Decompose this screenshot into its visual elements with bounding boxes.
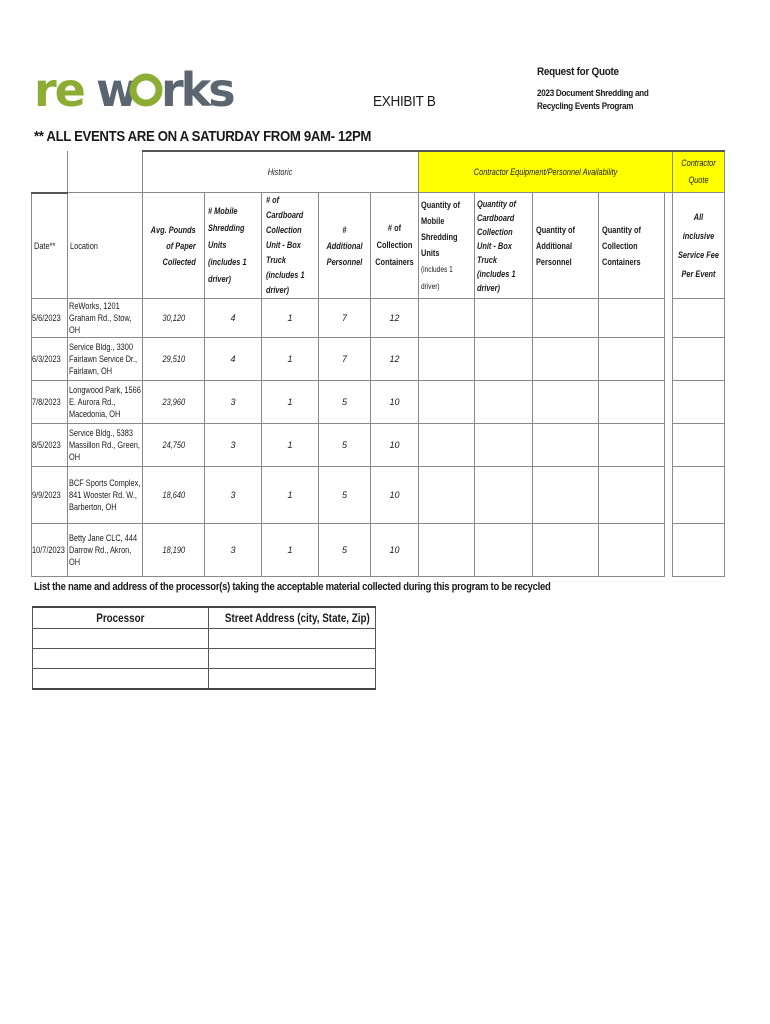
service-fee-input[interactable] — [673, 299, 725, 338]
service-fee-input[interactable] — [673, 381, 725, 424]
processor-name-input[interactable] — [33, 669, 209, 690]
qty-personnel-input[interactable] — [533, 524, 599, 577]
collection-containers: 10 — [371, 424, 419, 467]
qty-cardboard-column-header: Quantity of Cardboard Collection Unit - Box Truck (includes 1 driver) — [475, 193, 533, 299]
rfq-title: Request for Quote — [537, 66, 619, 78]
qty-containers-column-header: Quantity of Collection Containers — [599, 193, 665, 299]
mobile-units: 3 — [205, 381, 262, 424]
spacer-cell — [665, 381, 673, 424]
table-row — [32, 381, 725, 424]
mobile-units: 4 — [205, 299, 262, 338]
cardboard-units: 1 — [262, 467, 319, 524]
service-fee-input[interactable] — [673, 424, 725, 467]
processor-address-input[interactable] — [209, 669, 376, 690]
qty-cardboard-input[interactable] — [475, 299, 533, 338]
additional-personnel: 5 — [319, 524, 371, 577]
mobile-units: 4 — [205, 338, 262, 381]
mobile-units: 3 — [205, 524, 262, 577]
qty-cardboard-input[interactable] — [475, 424, 533, 467]
qty-mobile-input[interactable] — [419, 381, 475, 424]
qty-containers-input[interactable] — [599, 467, 665, 524]
cardboard-units: 1 — [262, 424, 319, 467]
cardboard-units: 1 — [262, 299, 319, 338]
location-column-header: Location — [68, 193, 143, 299]
address-column-header: Street Address (city, State, Zip) — [209, 607, 376, 629]
qty-cardboard-input[interactable] — [475, 338, 533, 381]
event-location: ReWorks, 1201 Graham Rd., Stow, OH — [68, 299, 143, 338]
avg-pounds: 18,640 — [143, 467, 205, 524]
additional-personnel: 5 — [319, 467, 371, 524]
svg-text:rks: rks — [161, 63, 233, 117]
cardboard-units: 1 — [262, 524, 319, 577]
qty-containers-input[interactable] — [599, 424, 665, 467]
rfq-subtitle: 2023 Document Shredding and Recycling Events Program — [537, 88, 649, 111]
blank-cell — [68, 151, 143, 193]
qty-containers-input[interactable] — [599, 381, 665, 424]
processor-instructions: List the name and address of the processor(s) taking the acceptable material collected during this program to be recycled — [34, 581, 551, 593]
processor-column-header: Processor — [33, 607, 209, 629]
contractor-availability-header: Contractor Equipment/Personnel Availability — [419, 151, 673, 193]
table-row — [32, 467, 725, 524]
reworks-logo — [34, 62, 233, 117]
event-date: 10/7/2023 — [32, 524, 68, 577]
spacer-cell — [665, 424, 673, 467]
event-date: 6/3/2023 — [32, 338, 68, 381]
additional-personnel: 5 — [319, 424, 371, 467]
avg-pounds: 29,510 — [143, 338, 205, 381]
qty-mobile-input[interactable] — [419, 524, 475, 577]
processor-name-input[interactable] — [33, 629, 209, 649]
spacer-cell — [665, 338, 673, 381]
cardboard-units: 1 — [262, 338, 319, 381]
qty-mobile-column-header: Quantity of Mobile Shredding Units (includes 1 driver) — [419, 193, 475, 299]
service-fee-column-header: All inclusive Service Fee Per Event — [673, 193, 725, 299]
qty-containers-input[interactable] — [599, 299, 665, 338]
avg-pounds: 30,120 — [143, 299, 205, 338]
avg-pounds: 18,190 — [143, 524, 205, 577]
avg-pounds-column-header: Avg. Pounds of Paper Collected — [143, 193, 205, 299]
processor-name-input[interactable] — [33, 649, 209, 669]
event-location: Service Bldg., 5383 Massillon Rd., Green, OH — [68, 424, 143, 467]
mobile-units: 3 — [205, 467, 262, 524]
spacer-cell — [665, 299, 673, 338]
table-row — [32, 299, 725, 338]
qty-mobile-input[interactable] — [419, 467, 475, 524]
qty-mobile-input[interactable] — [419, 424, 475, 467]
qty-personnel-input[interactable] — [533, 467, 599, 524]
table-row — [32, 524, 725, 577]
blank-cell — [32, 151, 68, 193]
qty-mobile-input[interactable] — [419, 338, 475, 381]
additional-personnel-column-header: # Additional Personnel — [319, 193, 371, 299]
collection-containers: 10 — [371, 381, 419, 424]
processor-table — [32, 606, 376, 690]
table-row — [32, 424, 725, 467]
processor-address-input[interactable] — [209, 649, 376, 669]
event-location: Service Bldg., 3300 Fairlawn Service Dr., Fairlawn, OH — [68, 338, 143, 381]
event-location: Betty Jane CLC, 444 Darrow Rd., Akron, OH — [68, 524, 143, 577]
svg-text:re: re — [34, 63, 84, 117]
qty-personnel-input[interactable] — [533, 381, 599, 424]
qty-cardboard-input[interactable] — [475, 381, 533, 424]
additional-personnel: 7 — [319, 299, 371, 338]
qty-containers-input[interactable] — [599, 338, 665, 381]
service-fee-input[interactable] — [673, 338, 725, 381]
event-location: Longwood Park, 1566 E. Aurora Rd., Macedonia, OH — [68, 381, 143, 424]
event-date: 8/5/2023 — [32, 424, 68, 467]
collection-containers: 12 — [371, 338, 419, 381]
spacer-cell — [665, 193, 673, 299]
cardboard-column-header: # of Cardboard Collection Unit - Box Truck (includes 1 driver) — [262, 193, 319, 299]
collection-containers: 12 — [371, 299, 419, 338]
event-date: 9/9/2023 — [32, 467, 68, 524]
spacer-cell — [665, 524, 673, 577]
event-date: 5/6/2023 — [32, 299, 68, 338]
additional-personnel: 7 — [319, 338, 371, 381]
mobile-units: 3 — [205, 424, 262, 467]
additional-personnel: 5 — [319, 381, 371, 424]
service-fee-input[interactable] — [673, 524, 725, 577]
mobile-units-column-header: # Mobile Shredding Units (includes 1 driver) — [205, 193, 262, 299]
contractor-quote-header: Contractor Quote — [673, 151, 725, 193]
service-fee-input[interactable] — [673, 467, 725, 524]
qty-cardboard-input[interactable] — [475, 467, 533, 524]
events-banner: ** ALL EVENTS ARE ON A SATURDAY FROM 9AM- 12PM — [34, 128, 372, 145]
event-location: BCF Sports Complex, 841 Wooster Rd. W., Barberton, OH — [68, 467, 143, 524]
exhibit-label: EXHIBIT B — [373, 93, 436, 110]
qty-containers-input[interactable] — [599, 524, 665, 577]
table-row — [32, 338, 725, 381]
qty-personnel-column-header: Quantity of Additional Personnel — [533, 193, 599, 299]
collection-containers: 10 — [371, 524, 419, 577]
svg-text:w: w — [96, 63, 137, 117]
avg-pounds: 23,960 — [143, 381, 205, 424]
processor-address-input[interactable] — [209, 629, 376, 649]
events-table — [31, 150, 725, 577]
event-date: 7/8/2023 — [32, 381, 68, 424]
qty-personnel-input[interactable] — [533, 338, 599, 381]
qty-cardboard-input[interactable] — [475, 524, 533, 577]
spacer-cell — [665, 467, 673, 524]
collection-containers: 10 — [371, 467, 419, 524]
qty-mobile-input[interactable] — [419, 299, 475, 338]
avg-pounds: 24,750 — [143, 424, 205, 467]
collection-containers-column-header: # of Collection Containers — [371, 193, 419, 299]
date-column-header: Date** — [32, 193, 68, 299]
qty-personnel-input[interactable] — [533, 424, 599, 467]
cardboard-units: 1 — [262, 381, 319, 424]
historic-header: Historic — [143, 151, 419, 193]
qty-personnel-input[interactable] — [533, 299, 599, 338]
